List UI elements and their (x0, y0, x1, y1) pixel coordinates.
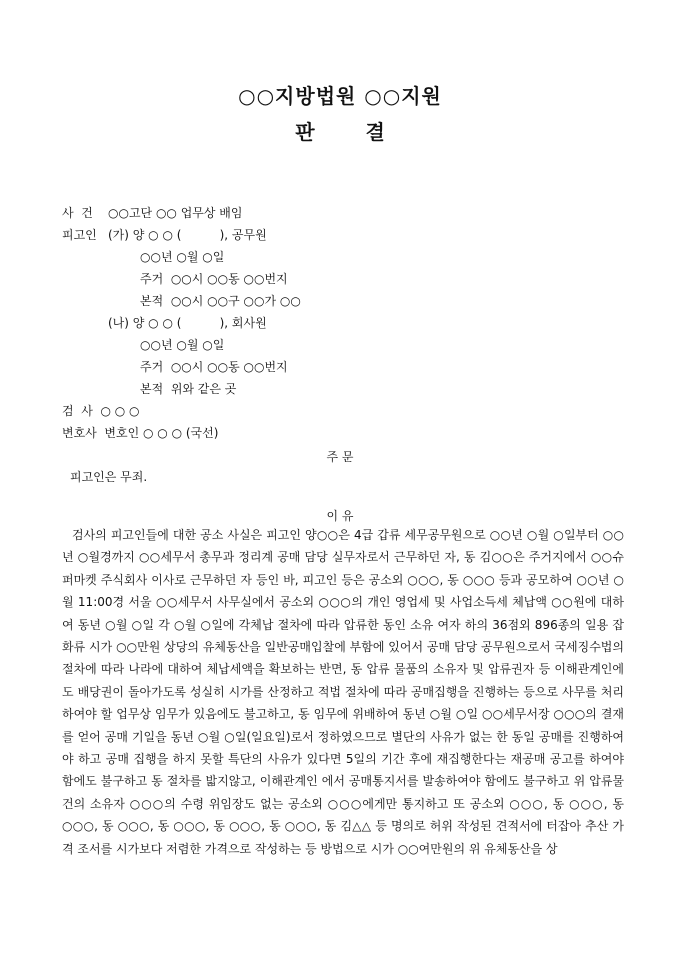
defendant-a-address: 주거 ○○시 ○○동 ○○번지 (140, 272, 288, 286)
defendant-b-name: (나) 양 ○ ○ ( ), 회사원 (108, 316, 267, 330)
document-type-title: 판 결 (295, 120, 385, 144)
reasons-heading: 이 유 (326, 509, 354, 523)
defendant-b-domicile: 본적 위와 같은 곳 (140, 382, 237, 396)
reasons-body: 검사의 피고인들에 대한 공소 사실은 피고인 양○○은 4급 갑류 세무공무원으로 ○○년 ○월 ○일부터 ○○년 ○월경까지 ○○세무서 총무과 정리계 공매 담당 실무자로서 근무하던 자, 동 김○○은 주거지에서 ○○슈퍼마켓 주식회사 이사로 근무하던 자 등인 바, 피고인 등은 공소외 ○○○, 동 ○○○ 등과 공모하여 ○○년 ○월 11:00경 서울 ○○세무서 사무실에서 공소외 ○○○의 개인 영업세 및 사업소득세 체납액 ○○원에 대하여 동년 ○월 ○일 각 ○월 ○일에 각체납 절차에 따라 압류한 동인 소유 여자 하의 36점외 896종의 일용 잡화류 시가 ○○만원 상당의 유체동산을 일반공매입찰에 부함에 있어서 공매 담당 공무원으로서 국세징수법의 절차에 따라 나라에 대하여 체납세액을 확보하는 반면, 동 압류 물품의 소유자 및 압류권자 등 이해관계인에도 배당권이 돌아가도록 성실히 시가를 산정하고 적법 절차에 따라 공매집행을 진행하는 등으로 사무를 처리하여야 할 업무상 임무가 있음에도 불고하고, 동 임무에 위배하여 동년 ○월 ○일 ○○세무서장 ○○○의 결재를 얻어 공매 기일을 동년 ○월 ○일(일요일)로서 정하였으므로 별단의 사유가 없는 한 동일 공매를 진행하여야 하고 공매 집행을 하지 못할 특단의 사유가 있다면 5일의 기간 후에 재집행한다는 재공매 공고를 하여야 함에도 불구하고 동 절차를 밟지않고, 이해관계인 에서 공매통지서를 발송하여야 함에도 불구하고 위 압류물건의 소유자 ○○○의 수령 위임장도 없는 공소외 ○○○에게만 통지하고 또 공소외 ○○○, 동 ○○○, 동 ○○○, 동 ○○○, 동 ○○○, 동 ○○○, 동 ○○○, 동 김△△ 등 명의로 허위 작성된 견적서에 터잡아 추산 가격 조서를 시가보다 저렴한 가격으로 작성하는 등 방법으로 시가 ○○여만원의 위 유체동산을 상 (62, 528, 624, 856)
defendant-a-birth: ○○년 ○월 ○일 (140, 250, 225, 264)
defendant-b-address: 주거 ○○시 ○○동 ○○번지 (140, 360, 288, 374)
prosecutor-line: 검 사 ○ ○ ○ (62, 404, 140, 418)
defendant-label: 피고인 (62, 228, 97, 242)
court-title: ○○지방법원 ○○지원 (238, 84, 442, 108)
defendant-a-name: (가) 양 ○ ○ ( ), 공무원 (108, 228, 267, 242)
defendant-b-birth: ○○년 ○월 ○일 (140, 338, 225, 352)
order-text: 피고인은 무죄. (70, 470, 148, 484)
defendant-a-domicile: 본적 ○○시 ○○구 ○○가 ○○ (140, 294, 301, 308)
case-value: ○○고단 ○○ 업무상 배임 (108, 206, 243, 220)
case-label: 사 건 (62, 206, 93, 220)
order-heading: 주 문 (326, 450, 354, 464)
counsel-line: 변호사 변호인 ○ ○ ○ (국선) (62, 426, 219, 440)
